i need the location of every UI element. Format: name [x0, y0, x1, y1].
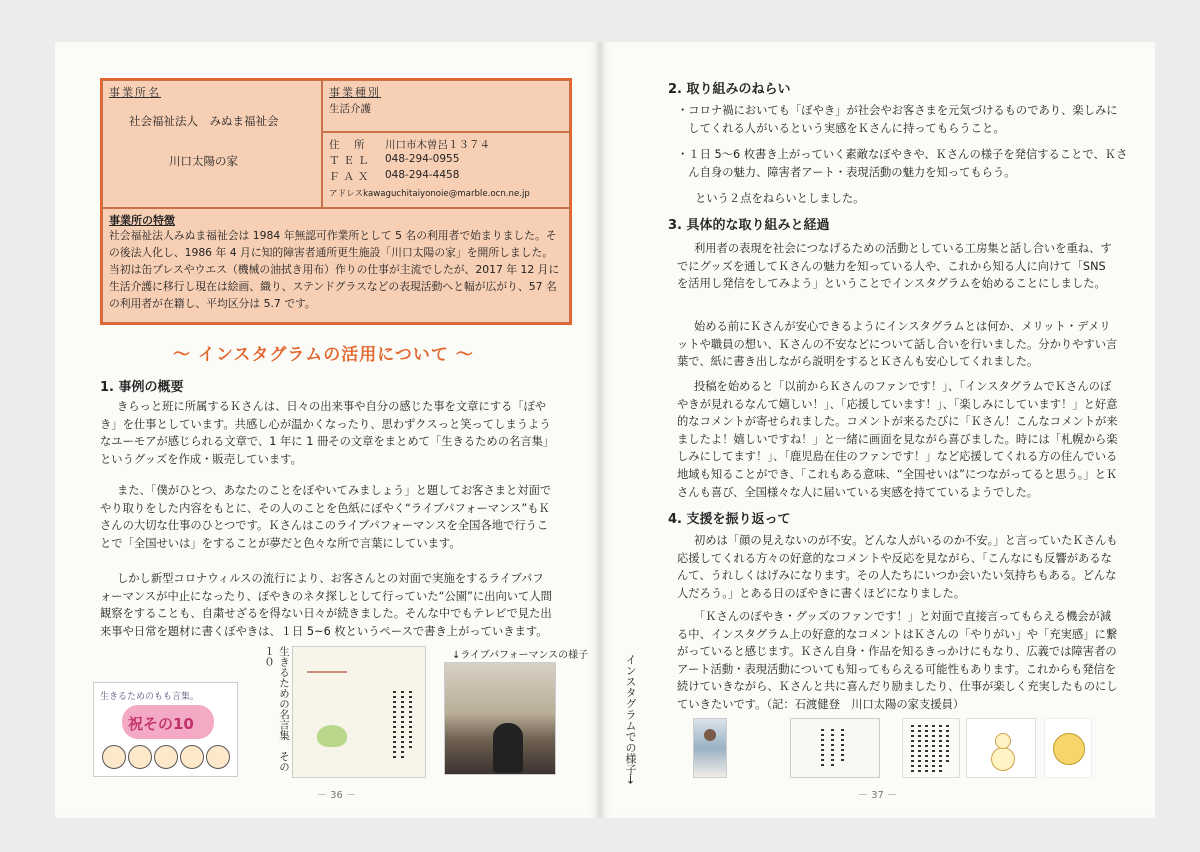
office-name-cell: [102, 80, 322, 208]
handwriting-column: [401, 691, 404, 761]
person-silhouette: [493, 723, 523, 773]
contact-cell: [322, 132, 570, 208]
handwriting-column: [841, 729, 844, 761]
feature-label: 事業所の特徴: [109, 214, 175, 227]
para1: きらっと班に所属するＫさんは、日々の出来事や自分の感じた事を文章にする「ぼやき」を仕事としています。共感し心が温かくなったり、思わずクスっと笑ってしまうようなユーモアが感じられる文章で、1 年に 1 冊その文章をまとめて「生きるための名言集」というグッズを作成・販売しています。: [100, 400, 551, 466]
handwriting-column: [925, 725, 928, 773]
handwriting-column: [409, 691, 412, 751]
para7: 初めは「顔の見えないのが不安。どんな人がいるのか不安。」と言っていたＫさんも応援してくれる方々の好意的なコメントや反応を見ながら、「こんなにも反響があるなんて、うれしくはげみになります。その人たちにいつか会いたい気持ちもある。どんな人だろう。」とある日のぼやきに書くほどになりました。: [677, 534, 1118, 600]
left-page: [55, 42, 600, 818]
instagram-photo: [693, 718, 727, 778]
fax-label: ＦＡＸ: [329, 171, 373, 183]
face-icon: [102, 745, 126, 769]
instagram-snowman-drawing: [966, 718, 1036, 778]
handwriting-column: [821, 729, 824, 769]
face-icon: [206, 745, 230, 769]
faces-illustration: [102, 745, 230, 771]
tel-label: ＴＥＬ: [329, 155, 373, 167]
instagram-face-drawing: [1044, 718, 1092, 778]
handwriting-line: [307, 671, 347, 673]
tel-value: 048-294-0955: [385, 153, 460, 165]
section1-heading: 1. 事例の概要: [100, 380, 184, 395]
email-line: アドレスkawaguchitaiyonoie@marble.ocn.ne.jp: [329, 189, 530, 199]
handwriting-column: [393, 691, 396, 761]
page-title: ～ インスタグラムの活用について ～: [173, 345, 474, 365]
snowman-icon: [991, 747, 1015, 771]
type-cell: [322, 80, 570, 132]
fax-value: 048-294-4458: [385, 169, 460, 181]
section2-heading: 2. 取り組みのねらい: [668, 82, 791, 97]
addr-label: 住 所: [329, 139, 367, 151]
section4-heading: 4. 支援を振り返って: [668, 512, 791, 527]
live-performance-photo: [444, 662, 556, 775]
instagram-bokaki-card: [790, 718, 880, 778]
caption-live: ↓ライブパフォーマンスの様子: [452, 650, 589, 661]
smiley-face-icon: [1053, 733, 1085, 765]
type-value: 生活介護: [329, 103, 371, 115]
book-cover-image: [93, 682, 238, 777]
bookpage-image: [292, 646, 426, 778]
para5: 始める前にＫさんが安心できるようにインスタグラムとは何か、メリット・デメリットや職員の想い、Ｋさんの不安などについて話し合いを行いました。分かりやすい言葉で、紙に書き出しながら説明をするとＫさんも安心してくれました。: [677, 320, 1118, 369]
addr-value: 川口市木曽呂１３７４: [385, 139, 490, 151]
section3-heading: 3. 具体的な取り組みと経過: [668, 218, 830, 233]
vertical-caption: インスタグラムでの様子→: [624, 654, 637, 785]
para2: また、「僕がひとつ、あなたのことをぼやいてみましょう」と題してお客さまと対面でやり取りをした内容をもとに、その人のことを色紙にぼやく“ライブパフォーマンス”もＫさんの大切な仕事のひとつです。Ｋさんはこのライブパフォーマンスを全国各地で行うことで「全国せいは」をすることが夢だと色々な所で言葉にしています。: [100, 484, 552, 550]
teacup-icon: [317, 725, 347, 747]
office-label: 事業所名: [109, 86, 161, 99]
handwriting-column: [831, 729, 834, 769]
cover-text: 生きるためのもも言集。: [100, 692, 200, 702]
instagram-text-card: [902, 718, 960, 778]
right-page: [600, 42, 1155, 818]
aim-bullet-1: ・コロナ禍においても「ぼやき」が社会やお客さまを元気づけるものであり、楽しみにしてくれる人がいるという実感をＫさんに持ってもらうこと。: [677, 104, 1118, 135]
face-icon: [128, 745, 152, 769]
office-org: 社会福祉法人 みぬま福祉会: [129, 114, 279, 128]
face-icon: [180, 745, 204, 769]
person-head-icon: [704, 729, 716, 741]
handwriting-column: [932, 725, 935, 773]
feature-text: 社会福祉法人みぬま福祉会は 1984 年無認可作業所として 5 名の利用者で始まりました。その後法人化し、1986 年 4 月に知的障害者通所更生施設「川口太陽の家」を開所しました。当初は缶プレスやウエス（機械の油拭き用布）作りの仕事が主流でしたが、2017 年 12 月に生活介護に移行し現在は絵画、織り、ステンドグラスなどの表現活動へと幅が広がり、57 名の利用者が在籍し、平均区分は 5.7 です。: [109, 229, 560, 310]
feature-cell: [102, 208, 570, 323]
handwriting-column: [911, 725, 914, 773]
caption-vertical: 生きるための名言集 その１０: [263, 646, 290, 772]
face-icon: [154, 745, 178, 769]
page-number-left: － 36 －: [317, 790, 357, 801]
aim-summary: という２点をねらいとしました。: [695, 192, 865, 205]
page-number-right: － 37 －: [858, 790, 898, 801]
type-label: 事業種別: [329, 86, 381, 99]
office-info-box: [100, 78, 572, 325]
aim-bullet-2: ・１日 5～6 枚書き上がっていく素敵なぼやきや、Ｋさんの様子を発信することで、Ｋさん自身の魅力、障害者アート・表現活動の魅力を知ってもらう。: [677, 148, 1128, 179]
handwriting-column: [918, 725, 921, 773]
office-name: 川口太陽の家: [169, 154, 238, 168]
para8: 「Ｋさんのぼやき・グッズのファンです！」と対面で直接言ってもらえる機会が減る中、インスタグラム上の好意的なコメントはＫさんの「やりがい」や「充実感」に繋がっていると感じます。Ｋさん自身・作品を知るきっかけにもなり、広義では障害者のアート活動・表現活動についても知ってもらえる可能性もあります。これからも発信を続けていきながら、Ｋさんと共に喜んだり励ましたり、仕事が楽しく充実したものにしていきたいです。（記：石渡健登 川口太陽の家支援員）: [677, 610, 1118, 711]
para6: 投稿を始めると「以前からＫさんのファンです！」、「インスタグラムでＫさんのぼやきが見れるなんて嬉しい！」、「応援しています！」、「楽しみにしています！」と好意的なコメントが寄せられました。コメントが来るたびに「Ｋさん！こんなコメントが来ましたよ！嬉しいですね！」と一緒に画面を見ながら喜びました。時には「札幌から楽しみにしてます！」、「鹿児島在住のファンです！」など応援してくれる方の住んでいる地域も知ることができ、「これもある意味、“全国せいは”につながってると思う。」とＫさんも喜び、全国様々な人に届いている実感を持てているようでした。: [677, 380, 1118, 499]
snowman-head-icon: [995, 733, 1011, 749]
para4: 利用者の表現を社会につなげるための活動としている工房集と話し合いを重ね、すでにグッズを通してＫさんの魅力を知っている人や、これから知る人に向けて「SNS を活用し発信をしてみよう」ということでインスタグラムを始めることにしました。: [677, 242, 1112, 291]
cover-badge: 祝その10: [128, 715, 194, 733]
para3: しかし新型コロナウィルスの流行により、お客さんとの対面で実施をするライブパフォーマンスが中止になったり、ぼやきのネタ探しとして行っていた“公園”に出向いて人間観察をすることも、自粛せざるを得ない日々が続きました。そんな中でもテレビで見た出来事や日常を題材に書くぼやきは、１日 5~6 枚というペースで書き上がっていきます。: [100, 572, 552, 638]
handwriting-column: [939, 725, 942, 773]
handwriting-column: [946, 725, 949, 765]
